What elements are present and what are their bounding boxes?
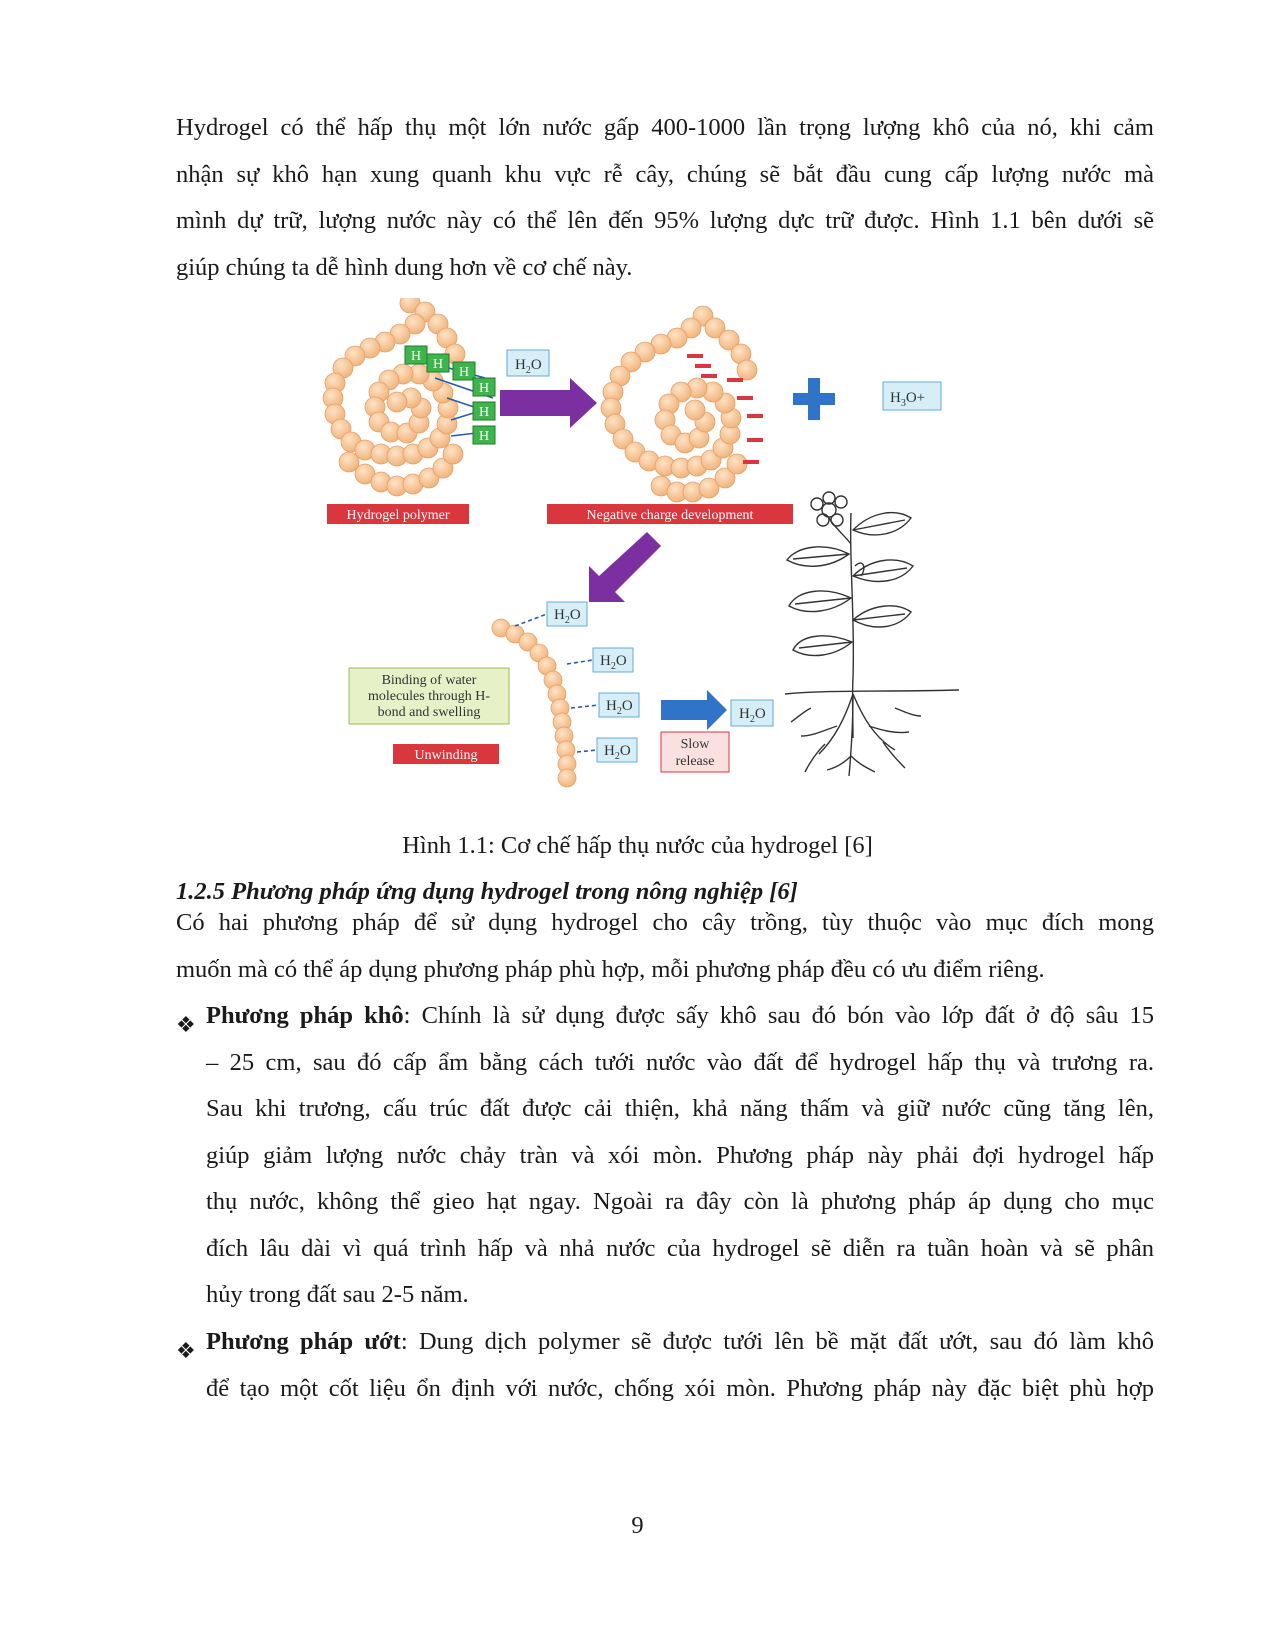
hydrogel-mechanism-figure <box>315 298 1015 818</box>
svg-text:H2O: $H_2O$ <box>554 607 581 626</box>
svg-text:Unwinding: Unwinding <box>414 748 478 763</box>
methods-intro-paragraph <box>176 900 1154 993</box>
methods-intro-line-1: Có hai phương pháp để sử dụng hydrogel cho cây trồng, tùy thuộc vào mục đích mong <box>176 909 1154 936</box>
svg-text:H: H <box>432 357 444 372</box>
svg-text:H2O: $H_2O$ <box>515 357 542 376</box>
hydronium-box <box>883 382 941 410</box>
svg-text:release: release <box>675 754 715 769</box>
dry-method-paragraph <box>206 993 1154 1319</box>
dry-method-line-5: thụ nước, không thể gieo hạt ngay. Ngoài ra đây còn là phương pháp áp dụng cho mục <box>206 1188 1154 1215</box>
dry-method-line-6: đích lâu dài vì quá trình hấp và nhả nước của hydrogel sẽ diễn ra tuần hoàn và sẽ phân <box>206 1234 1154 1262</box>
charged-polymer-coil-icon <box>601 306 757 502</box>
svg-text:H2O: $H_2O$ <box>600 653 627 672</box>
svg-text:Slow: Slow <box>680 737 710 752</box>
dry-method-line-2: – 25 cm, sau đó cấp ẩm bằng cách tưới nước vào đất để hydrogel hấp thụ và trương ra. <box>206 1048 1154 1076</box>
svg-text:H: H <box>478 429 490 444</box>
svg-text:molecules through H-: molecules through H- <box>367 689 491 704</box>
svg-text:H: H <box>478 381 490 396</box>
bullet-icon-wet: ❖ <box>176 1338 196 1363</box>
svg-text:Binding of water: Binding of water <box>381 673 477 688</box>
svg-text:H2O: $H_2O$ <box>739 706 766 725</box>
dry-method-line-7: hủy trong đất sau 2-5 năm. <box>206 1281 469 1308</box>
water-box-chain-1 <box>547 602 587 626</box>
svg-text:H: H <box>458 365 470 380</box>
binding-label-box <box>349 668 509 724</box>
plus-icon <box>793 378 835 420</box>
wet-method-line-2: để tạo một cốt liệu ổn định với nước, chống xói mòn. Phương pháp này đặc biệt phù hợp <box>206 1374 1154 1402</box>
dry-method-line-4: giúp giảm lượng nước chảy tràn và xói mòn. Phương pháp này phải đợi hydrogel hấp <box>206 1141 1154 1169</box>
svg-text:bond and swelling: bond and swelling <box>377 705 481 720</box>
blue-arrow-right-icon <box>661 690 727 730</box>
svg-text:Hydrogel polymer: Hydrogel polymer <box>346 508 450 523</box>
dry-method-line-1 <box>206 993 1154 1040</box>
plant-icon <box>785 492 959 776</box>
svg-text:H2O: $H_2O$ <box>606 698 633 717</box>
dry-method-line-3: Sau khi trương, cấu trúc đất được cải thiện, khả năng thấm và giữ nước cũng tăng lên, <box>206 1095 1154 1122</box>
section-heading: 1.2.5 Phương pháp ứng dụng hydrogel trong nông nghiệp [6] <box>176 878 798 905</box>
figure-caption: Hình 1.1: Cơ chế hấp thụ nước của hydrogel [6] <box>402 832 873 859</box>
wet-method-paragraph <box>206 1319 1154 1412</box>
bullet-icon-dry: ❖ <box>176 1012 196 1037</box>
hydrogel-polymer-coil-icon <box>323 298 465 496</box>
negative-charge-label <box>547 504 793 524</box>
intro-line-2: nhận sự khô hạn xung quanh khu vực rễ cây, chúng sẽ bắt đầu cung cấp lượng nước mà <box>176 160 1154 188</box>
water-box-chain-3 <box>599 693 639 717</box>
intro-paragraph <box>176 105 1154 291</box>
methods-intro-line-2: muốn mà có thể áp dụng phương pháp phù hợp, mỗi phương pháp đều có ưu điểm riêng. <box>176 955 1045 983</box>
intro-line-3: mình dự trữ, lượng nước này có thể lên đến 95% lượng dực trữ được. Hình 1.1 bên dưới sẽ <box>176 207 1154 234</box>
dry-method-title: Phương pháp khô <box>206 1002 404 1029</box>
svg-text:H: H <box>478 405 490 420</box>
intro-line-4: giúp chúng ta dễ hình dung hơn về cơ chế này. <box>176 253 633 281</box>
purple-arrow-right-icon <box>500 378 597 428</box>
purple-arrow-down-left-icon <box>589 532 661 602</box>
unwinding-label <box>393 744 499 764</box>
hydrogel-polymer-label <box>327 504 469 524</box>
water-box-release <box>731 700 773 726</box>
wet-method-line-1 <box>206 1319 1154 1366</box>
svg-text:Negative charge development: Negative charge development <box>586 508 754 523</box>
page-number: 9 <box>631 1512 644 1539</box>
svg-text:H: H <box>410 349 422 364</box>
slow-release-box <box>661 732 729 772</box>
water-box-chain-4 <box>597 738 637 762</box>
svg-text:H2O: $H_2O$ <box>604 743 631 762</box>
dry-method-first-text: : Chính là sử dụng được sấy khô sau đó bón vào lớp đất ở độ sâu 15 <box>403 1002 1154 1029</box>
intro-line-1: Hydrogel có thể hấp thụ một lớn nước gấp 400-1000 lần trọng lượng khô của nó, khi cảm <box>176 114 1154 141</box>
wet-method-title: Phương pháp ướt <box>206 1328 401 1355</box>
water-box-top <box>507 350 549 376</box>
wet-method-first-text: : Dung dịch polymer sẽ được tưới lên bề mặt đất ướt, sau đó làm khô <box>400 1328 1155 1355</box>
svg-text:H3O+: $H_3O+$ <box>890 390 926 409</box>
water-box-chain-2 <box>593 648 633 672</box>
